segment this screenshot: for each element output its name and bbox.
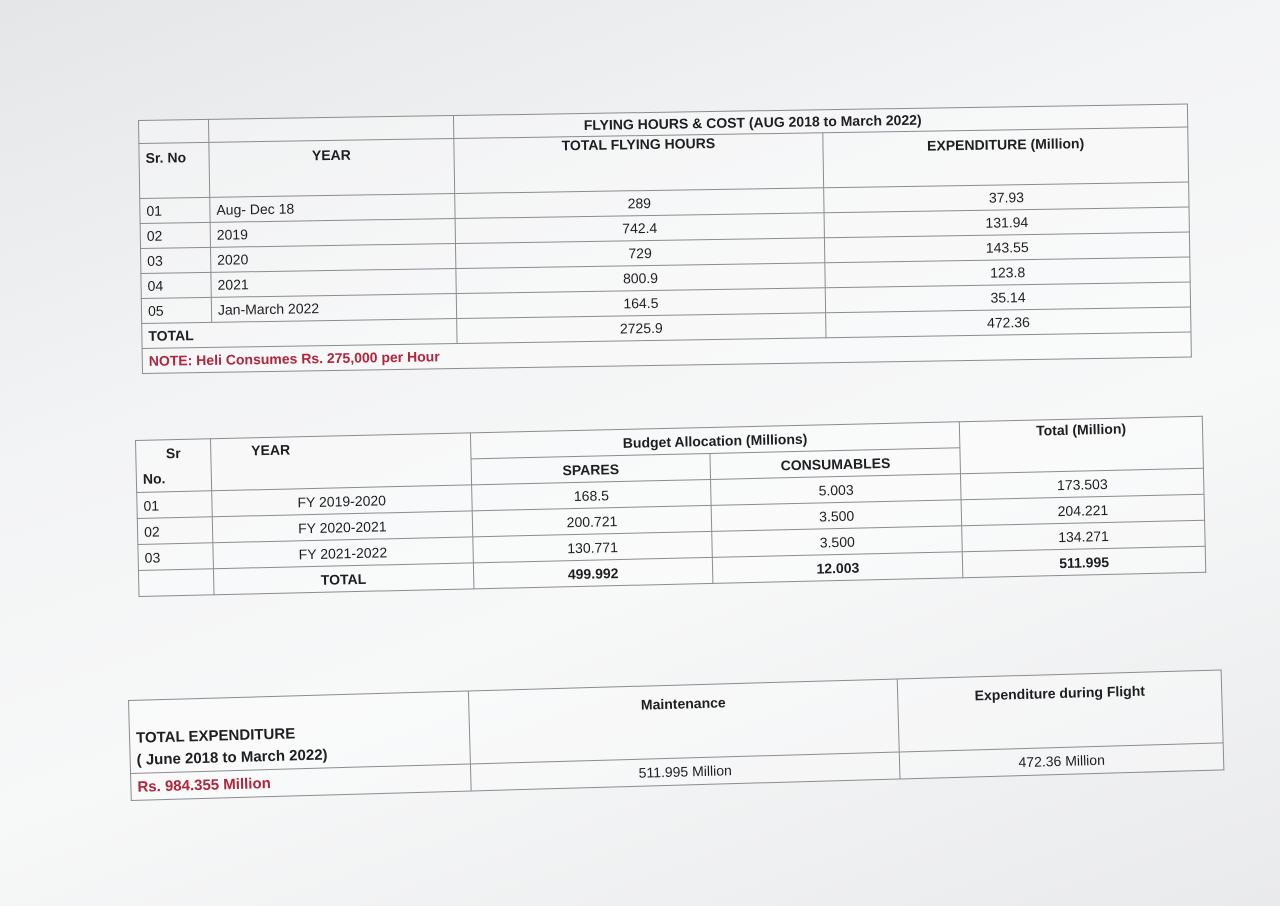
year-cell: FY 2020-2021 <box>212 511 472 543</box>
spares-header: SPARES <box>471 453 711 484</box>
year-cell: 2021 <box>211 269 456 298</box>
sr-cell: 02 <box>137 517 212 545</box>
total-amount: Rs. 984.355 Million <box>131 764 471 800</box>
note-text: NOTE: Heli Consumes Rs. 275,000 per Hour <box>142 332 1191 373</box>
sr-cell: 05 <box>141 297 211 323</box>
hours-cell: 164.5 <box>456 288 826 319</box>
total-cell: 204.221 <box>961 494 1204 526</box>
total-spares: 499.992 <box>473 557 713 588</box>
total-cell: 173.503 <box>961 468 1204 500</box>
year-cell: Jan-March 2022 <box>211 294 456 323</box>
flying-hours-header: TOTAL FLYING HOURS <box>453 133 823 194</box>
maintenance-header: Maintenance <box>468 679 899 764</box>
expenditure-cell: 131.94 <box>824 207 1189 238</box>
year-cell: Aug- Dec 18 <box>210 194 455 223</box>
sr-cell: 04 <box>141 272 211 298</box>
table-title: FLYING HOURS & COST (AUG 2018 to March 2022) <box>453 104 1188 139</box>
total-label: TOTAL <box>142 319 457 349</box>
flight-expenditure-value: 472.36 Million <box>899 743 1223 779</box>
expenditure-cell: 37.93 <box>824 182 1189 213</box>
sr-header-line1: Sr <box>136 439 211 467</box>
sr-cell: 01 <box>140 197 210 223</box>
year-header: YEAR <box>209 139 455 198</box>
hours-cell: 742.4 <box>455 213 825 244</box>
sr-no-header: Sr. No <box>139 142 210 198</box>
sr-cell: 01 <box>137 491 212 519</box>
expenditure-cell: 35.14 <box>826 282 1191 313</box>
consumables-cell: 3.500 <box>712 526 962 558</box>
year-cell: 2019 <box>210 219 455 248</box>
expenditure-cell: 143.55 <box>825 232 1190 263</box>
consumables-cell: 5.003 <box>711 474 961 506</box>
sr-cell: 02 <box>140 222 210 248</box>
total-label: TOTAL <box>213 563 473 595</box>
sr-cell: 03 <box>141 247 211 273</box>
grand-total: 511.995 <box>962 546 1205 578</box>
total-consumables: 12.003 <box>713 552 963 584</box>
expenditure-cell: 123.8 <box>825 257 1190 288</box>
year-cell: 2020 <box>210 244 455 273</box>
maintenance-value: 511.995 Million <box>470 752 900 791</box>
consumables-header: CONSUMABLES <box>710 448 960 480</box>
total-cell: 134.271 <box>962 520 1205 552</box>
budget-allocation-table <box>135 416 1206 597</box>
flight-expenditure-header: Expenditure during Flight <box>897 670 1223 752</box>
sr-cell: 03 <box>138 543 213 571</box>
consumables-cell: 3.500 <box>712 500 962 532</box>
hours-cell: 289 <box>454 188 824 219</box>
total-million-header: Total (Million) <box>959 416 1203 473</box>
total-hours: 2725.9 <box>456 313 826 344</box>
budget-allocation-header: Budget Allocation (Millions) <box>470 422 960 459</box>
total-expenditure-table <box>128 669 1224 801</box>
spares-cell: 200.721 <box>472 505 712 536</box>
expenditure-header: EXPENDITURE (Million) <box>823 127 1189 188</box>
hours-cell: 800.9 <box>455 263 825 294</box>
year-cell: FY 2021-2022 <box>213 537 473 569</box>
year-header: YEAR <box>210 433 471 491</box>
flying-hours-cost-table <box>138 104 1192 374</box>
spares-cell: 130.771 <box>472 531 712 562</box>
total-expenditure: 472.36 <box>826 307 1191 338</box>
hours-cell: 729 <box>455 238 825 269</box>
spares-cell: 168.5 <box>471 479 711 510</box>
year-cell: FY 2019-2020 <box>212 485 472 517</box>
sr-header-line2: No. <box>136 465 211 493</box>
period-label: ( June 2018 to March 2022) <box>130 737 470 773</box>
total-expenditure-label: TOTAL EXPENDITURE <box>129 691 470 747</box>
